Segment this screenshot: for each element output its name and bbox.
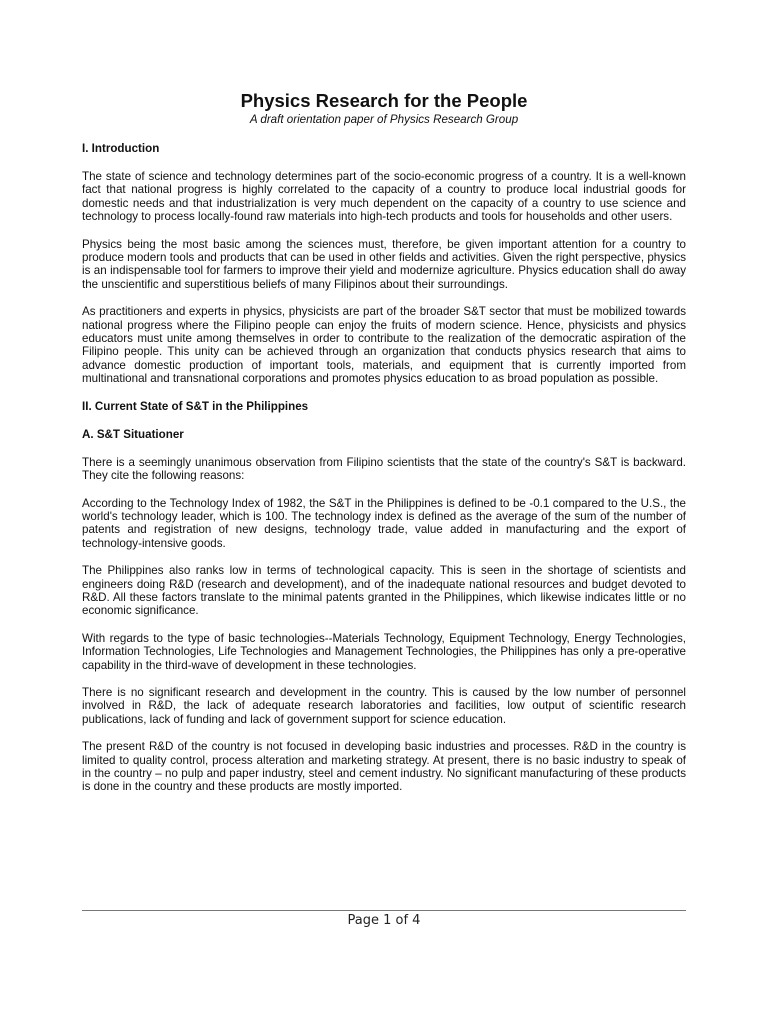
paragraph: The Philippines also ranks low in terms of technological capacity. This is seen in the shortage of scientists and engineers doing R&D (research and development), and of the inadequate national resources and budget devoted to R&D. All these factors translate to the minimal patents granted in the Philippines, which likewise indicates little or no economic significance.: [82, 564, 686, 618]
paragraph: Physics being the most basic among the sciences must, therefore, be given important attention for a country to produce modern tools and products that can be used in other fields and activities. Given the right perspective, physics is an indispensable tool for farmers to improve their yield and modernize agriculture. Physics education shall do away the unscientific and superstitious beliefs of many Filipinos about their surroundings.: [82, 237, 686, 291]
paragraph: There is a seemingly unanimous observation from Filipino scientists that the state of the country's S&T is backward. They cite the following reasons:: [82, 455, 686, 483]
footer-divider: [82, 910, 686, 911]
section-heading-introduction: I. Introduction: [82, 142, 160, 155]
paragraph: With regards to the type of basic technologies--Materials Technology, Equipment Technology, Energy Technologies, Information Technologies, Life Technologies and Management Technologies, the Philippines has only a pre-operative capability in the third-wave of development in these technologies.: [82, 631, 686, 672]
paragraph: There is no significant research and development in the country. This is caused by the low number of personnel involved in R&D, the lack of adequate research laboratories and facilities, low output of scientific research publications, lack of funding and lack of government support for science education.: [82, 685, 686, 726]
paragraph: According to the Technology Index of 1982, the S&T in the Philippines is defined to be -0.1 compared to the U.S., the world's technology leader, which is 100. The technology index is defined as the average of the sum of the number of patents and registration of new designs, technology trade, value added in manufacturing and the export of technology-intensive goods.: [82, 496, 686, 550]
subsection-heading-situationer: A. S&T Situationer: [82, 427, 184, 441]
page-number: Page 1 of 4: [347, 913, 421, 928]
section-heading-current-state: II. Current State of S&T in the Philippines: [82, 399, 309, 413]
paragraph: The state of science and technology determines part of the socio-economic progress of a country. It is a well-known fact that national progress is highly correlated to the capacity of a country to produce local industrial goods for domestic needs and that industrialization is very much dependent on the capacity of a country to use science and technology to process locally-found raw materials into high-tech products and tools for households and other users.: [82, 170, 686, 224]
document-title: Physics Research for the People: [240, 90, 528, 111]
document-body: [82, 142, 686, 808]
document-subtitle: A draft orientation paper of Physics Research Group: [249, 113, 519, 126]
paragraph: As practitioners and experts in physics, physicists are part of the broader S&T sector that must be mobilized towards national progress where the Filipino people can enjoy the fruits of modern science. Hence, physicists and physics educators must unite among themselves in order to contribute to the realization of the democratic aspiration of the Filipino people. This unity can be achieved through an organization that conducts physics research that aims to advance domestic production of important tools, materials, and equipment that is currently imported from multinational and transnational corporations and promotes physics education to as broad population as possible.: [82, 305, 686, 386]
paragraph: The present R&D of the country is not focused in developing basic industries and processes. R&D in the country is limited to quality control, process alteration and marketing strategy. At present, there is no basic industry to speak of in the country – no pulp and paper industry, steel and cement industry. No significant manufacturing of these products is done in the country and these products are mostly imported.: [82, 740, 686, 794]
